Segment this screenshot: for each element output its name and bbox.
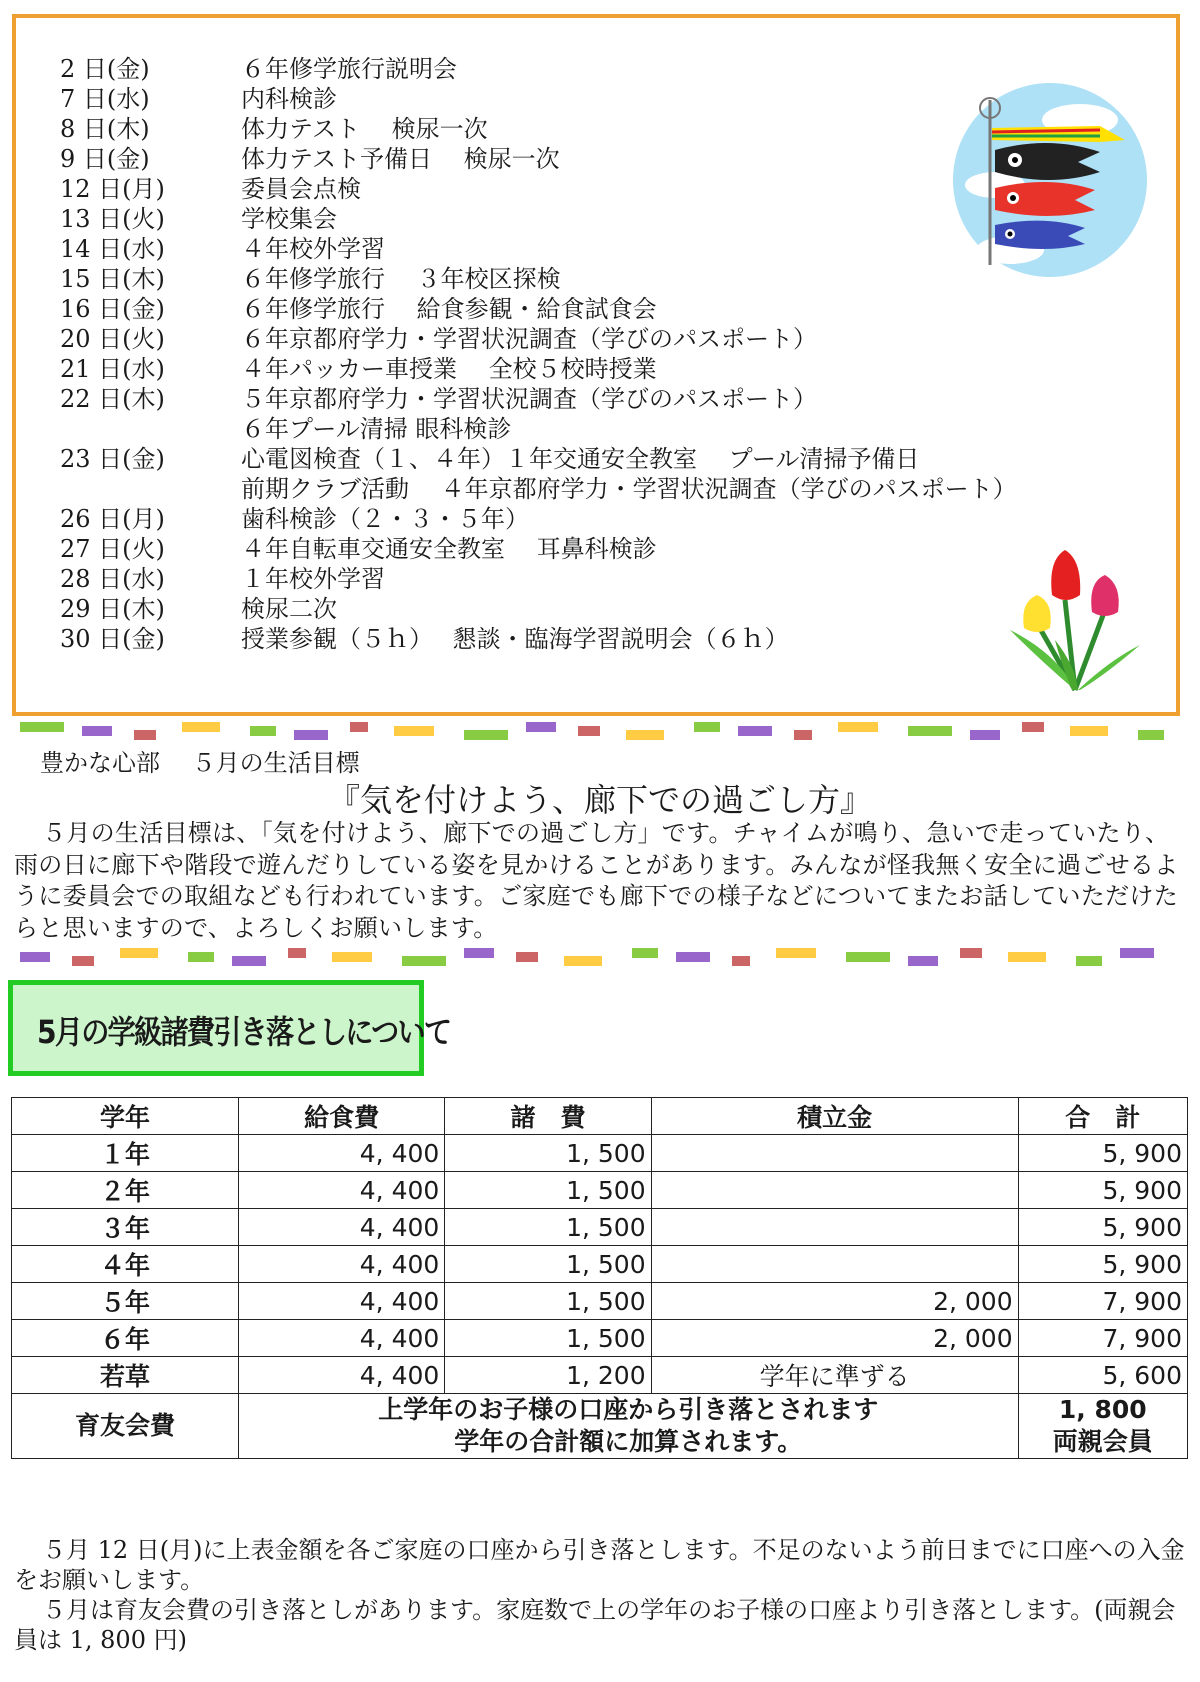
schedule-event: 授業参観（５ｈ） 懇談・臨海学習説明会（６ｈ） [241, 625, 789, 653]
ikuyu-amount-cell [1018, 1394, 1187, 1459]
schedule-event: ６年修学旅行 給食参観・給食試食会 [241, 295, 657, 323]
dash-mark [332, 952, 372, 962]
divider-dashes-bottom [20, 948, 1180, 966]
fee-misc: 1, 500 [445, 1209, 651, 1246]
fee-savings: 2, 000 [651, 1283, 1018, 1320]
schedule-date: 9 日(金) [60, 145, 150, 173]
fee-grade: ２年 [12, 1172, 239, 1209]
schedule-event: 体力テスト予備日 検尿一次 [241, 145, 560, 173]
schedule-date: 8 日(木) [60, 115, 150, 143]
dash-mark [294, 730, 328, 740]
fee-lunch: 4, 400 [239, 1172, 445, 1209]
schedule-event: ４年パッカー車授業 全校５校時授業 [241, 355, 657, 383]
schedule-event: 学校集会 [241, 205, 337, 233]
dash-mark [182, 722, 220, 732]
dash-mark [738, 726, 772, 736]
dash-mark [1120, 948, 1154, 958]
fee-lunch: 4, 400 [239, 1357, 445, 1394]
fee-misc: 1, 500 [445, 1283, 651, 1320]
schedule-event: １年校外学習 [241, 565, 385, 593]
header-misc: 諸 費 [445, 1098, 651, 1135]
dash-mark [776, 948, 816, 958]
dash-mark [1008, 952, 1046, 962]
dash-mark [676, 952, 710, 962]
dash-mark [20, 952, 50, 962]
schedule-event: ６年修学旅行 ３年校区探検 [241, 265, 561, 293]
schedule-event: 歯科検診（２・３・５年） [241, 505, 529, 533]
schedule-date: 22 日(木) [60, 385, 165, 413]
fee-savings [651, 1135, 1018, 1172]
dash-mark [20, 722, 64, 732]
fee-misc: 1, 500 [445, 1135, 651, 1172]
life-goal-body: ５月の生活目標は、「気を付けよう、廊下での過ごし方」です。チャイムが鳴り、急いで走っていたり、雨の日に廊下や階段で遊んだりしている姿を見かけることがあります。みんなが怪我無く安全に過ごせるように委員会での取組なども行われています。ご家庭でも廊下での様子などについてまたお話していただけたらと思いますので、よろしくお願いします。 [14, 819, 1179, 942]
fee-misc: 1, 200 [445, 1357, 651, 1394]
schedule-date: 30 日(金) [60, 625, 165, 653]
fee-table [11, 1097, 1188, 1459]
dash-mark [402, 956, 446, 966]
dash-mark [908, 726, 952, 736]
fee-grade: ５年 [12, 1283, 239, 1320]
schedule-date: 23 日(金) [60, 445, 165, 473]
dash-mark [794, 730, 812, 740]
schedule-date: 2 日(金) [60, 55, 150, 83]
schedule-date: 13 日(火) [60, 205, 165, 233]
dash-mark [578, 726, 600, 736]
schedule-event: ４年自転車交通安全教室 耳鼻科検診 [241, 535, 657, 563]
header-grade: 学年 [12, 1098, 239, 1135]
dash-mark [838, 722, 878, 732]
schedule-event: 内科検診 [241, 85, 337, 113]
schedule-event: 検尿二次 [241, 595, 337, 623]
fee-row [12, 1209, 1188, 1246]
fee-row [12, 1172, 1188, 1209]
dash-mark [694, 722, 720, 732]
dash-mark [134, 730, 156, 740]
fee-total: 5, 900 [1018, 1172, 1187, 1209]
fee-total: 5, 600 [1018, 1357, 1187, 1394]
schedule-event: ６年京都府学力・学習状況調査（学びのパスポート） [241, 325, 817, 353]
schedule-event: 委員会点検 [241, 175, 361, 203]
fee-savings [651, 1172, 1018, 1209]
schedule-event: ６年修学旅行説明会 [241, 55, 457, 83]
schedule-event: ５年京都府学力・学習状況調査（学びのパスポート） [241, 385, 817, 413]
dash-mark [82, 726, 112, 736]
fee-row [12, 1320, 1188, 1357]
fee-grade: ３年 [12, 1209, 239, 1246]
life-goal-heading: 豊かな心部 ５月の生活目標 [40, 749, 360, 777]
dash-mark [970, 730, 1000, 740]
fee-grade: 若草 [12, 1357, 239, 1394]
fee-row [12, 1283, 1188, 1320]
fee-total: 7, 900 [1018, 1283, 1187, 1320]
schedule-date: 29 日(木) [60, 595, 165, 623]
fee-savings: 2, 000 [651, 1320, 1018, 1357]
dash-mark [960, 948, 982, 958]
fee-lunch: 4, 400 [239, 1209, 445, 1246]
schedule-date: 14 日(水) [60, 235, 165, 263]
fee-banner-title: 5月の学級諸費引き落としについて [37, 1013, 451, 1051]
koinobori-illustration [950, 80, 1150, 280]
dash-mark [1022, 722, 1044, 732]
schedule-date: 20 日(火) [60, 325, 165, 353]
dash-mark [526, 722, 556, 732]
fee-total: 5, 900 [1018, 1135, 1187, 1172]
header-savings: 積立金 [651, 1098, 1018, 1135]
dash-mark [288, 948, 306, 958]
schedule-date: 16 日(金) [60, 295, 165, 323]
dash-mark [1138, 730, 1164, 740]
dash-mark [564, 956, 602, 966]
fee-row [12, 1135, 1188, 1172]
ikuyu-desc-line1: 上学年のお子様の口座から引き落とされます [378, 1395, 879, 1424]
schedule-date: 21 日(水) [60, 355, 165, 383]
schedule-event: 前期クラブ活動 ４年京都府学力・学習状況調査（学びのパスポート） [241, 475, 1017, 503]
fee-lunch: 4, 400 [239, 1320, 445, 1357]
ikuyu-desc [239, 1394, 1019, 1459]
header-lunch: 給食費 [239, 1098, 445, 1135]
fee-lunch: 4, 400 [239, 1246, 445, 1283]
schedule-event: ６年プール清掃 眼科検診 [241, 415, 512, 443]
ikuyu-amount: 1, 800 [1058, 1395, 1147, 1424]
schedule-date: 7 日(水) [60, 85, 150, 113]
dash-mark [732, 956, 750, 966]
header-total: 合 計 [1018, 1098, 1187, 1135]
schedule-event: ４年校外学習 [241, 235, 385, 263]
fee-misc: 1, 500 [445, 1320, 651, 1357]
dash-mark [232, 956, 266, 966]
fee-misc: 1, 500 [445, 1172, 651, 1209]
ikuyu-desc-line2: 学年の合計額に加算されます。 [454, 1427, 803, 1456]
fee-lunch: 4, 400 [239, 1135, 445, 1172]
dash-mark [350, 722, 368, 732]
fee-grade: ６年 [12, 1320, 239, 1357]
schedule-event: 心電図検査（１、４年）１年交通安全教室 プール清掃予備日 [241, 445, 920, 473]
fee-lunch: 4, 400 [239, 1283, 445, 1320]
fee-misc: 1, 500 [445, 1246, 651, 1283]
fee-total: 5, 900 [1018, 1209, 1187, 1246]
fee-row [12, 1246, 1188, 1283]
schedule-event: 体力テスト 検尿一次 [241, 115, 488, 143]
fee-total: 5, 900 [1018, 1246, 1187, 1283]
fee-row [12, 1357, 1188, 1394]
life-goal-title: 『気を付けよう、廊下での過ごし方』 [327, 781, 872, 819]
ikuyu-amount-note: 両親会員 [1052, 1427, 1153, 1456]
note-paragraph-2: ５月は育友会費の引き落としがあります。家庭数で上の学年のお子様の口座より引き落とします。(両親会員は 1, 800 円) [14, 1596, 1176, 1654]
fee-total: 7, 900 [1018, 1320, 1187, 1357]
dash-mark [464, 730, 508, 740]
note-paragraph-1: ５月 12 日(月)に上表金額を各ご家庭の口座から引き落とします。不足のないよう前日までに口座への入金をお願いします。 [14, 1536, 1185, 1594]
schedule-date: 26 日(月) [60, 505, 165, 533]
dash-mark [626, 730, 664, 740]
schedule-date: 28 日(水) [60, 565, 165, 593]
dash-mark [846, 952, 890, 962]
dash-mark [1076, 956, 1102, 966]
ikuyu-label: 育友会費 [12, 1394, 239, 1459]
dash-mark [250, 726, 276, 736]
tulips-illustration [1000, 540, 1150, 700]
dash-mark [632, 948, 658, 958]
fee-savings [651, 1246, 1018, 1283]
dash-mark [464, 948, 494, 958]
dash-mark [516, 952, 538, 962]
dash-mark [72, 956, 94, 966]
fee-savings: 学年に準ずる [651, 1357, 1018, 1394]
dash-mark [394, 726, 434, 736]
dash-mark [908, 956, 938, 966]
ikuyu-row [12, 1394, 1188, 1459]
fee-notes [14, 1535, 1190, 1655]
divider-dashes-top [20, 722, 1180, 740]
fee-grade: ４年 [12, 1246, 239, 1283]
schedule-date: 27 日(火) [60, 535, 165, 563]
schedule-date: 15 日(木) [60, 265, 165, 293]
fee-grade: １年 [12, 1135, 239, 1172]
dash-mark [188, 952, 214, 962]
fee-savings [651, 1209, 1018, 1246]
fee-table-header [12, 1098, 1188, 1135]
schedule-date: 12 日(月) [60, 175, 165, 203]
fee-banner [8, 980, 451, 1076]
dash-mark [1070, 726, 1108, 736]
dash-mark [120, 948, 158, 958]
